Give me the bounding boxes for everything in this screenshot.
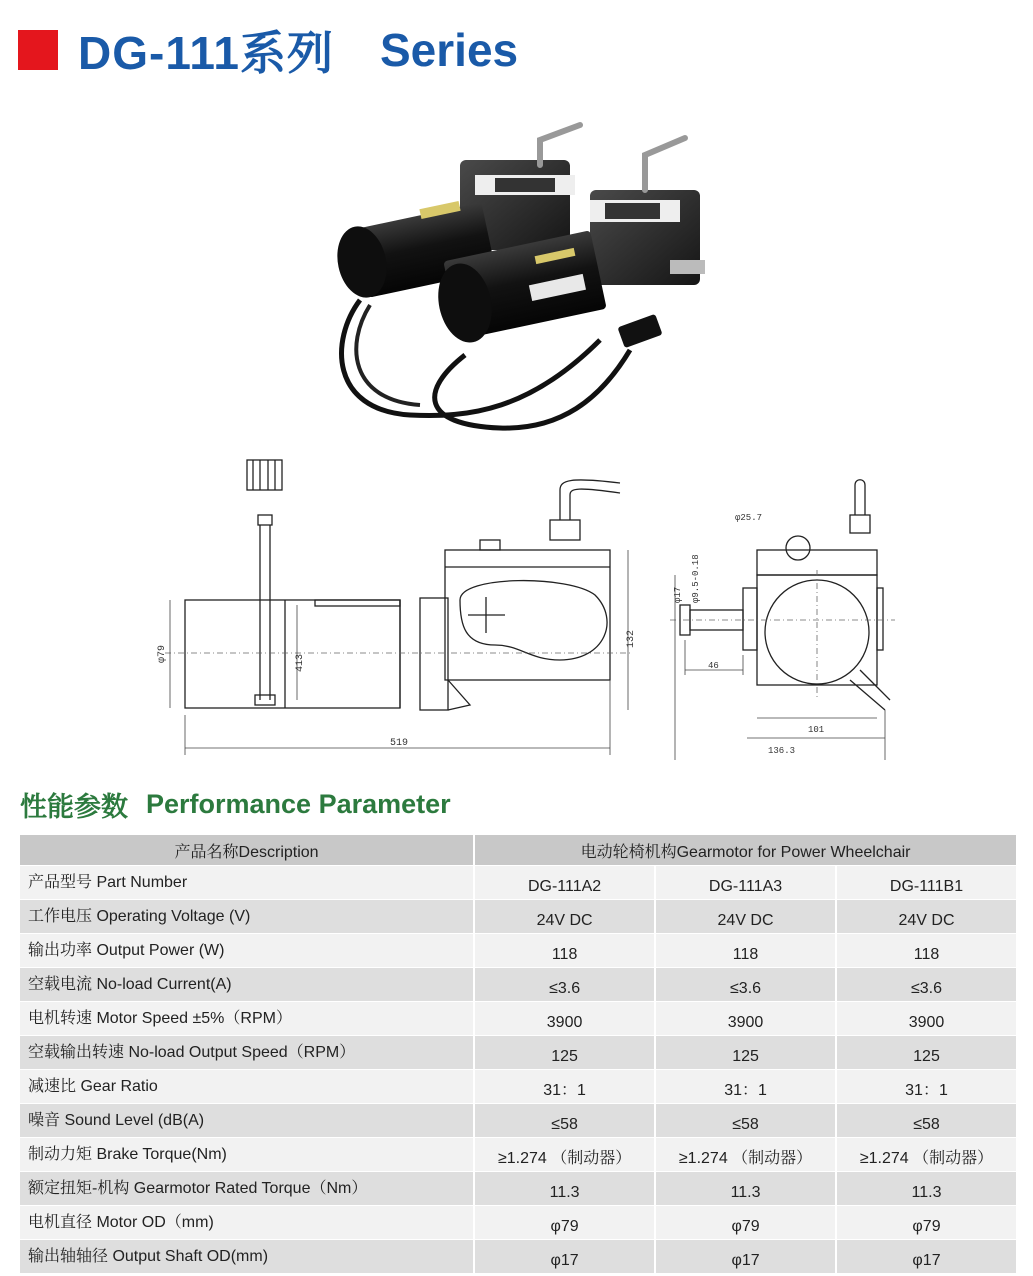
header-description: 产品名称Description bbox=[20, 835, 474, 866]
dim-height: 132 bbox=[626, 629, 637, 648]
page-header bbox=[18, 22, 518, 78]
table-row bbox=[20, 1206, 1016, 1240]
row-label: 制动力矩 Brake Torque(Nm) bbox=[20, 1138, 474, 1172]
dim-motor-length: 413 bbox=[295, 653, 306, 672]
row-value: 24V DC bbox=[836, 900, 1016, 934]
row-value: 118 bbox=[836, 934, 1016, 968]
performance-table bbox=[20, 835, 1016, 1274]
row-value: ≤58 bbox=[655, 1104, 836, 1138]
row-value: 118 bbox=[474, 934, 655, 968]
row-value: φ17 bbox=[474, 1240, 655, 1274]
row-value: 3900 bbox=[836, 1002, 1016, 1036]
row-value: ≤58 bbox=[474, 1104, 655, 1138]
table-row bbox=[20, 900, 1016, 934]
row-value: φ17 bbox=[655, 1240, 836, 1274]
row-value: φ17 bbox=[836, 1240, 1016, 1274]
table-row bbox=[20, 1104, 1016, 1138]
dim-diameter: φ79 bbox=[157, 644, 168, 663]
front-view-drawing bbox=[660, 470, 900, 765]
row-value: φ79 bbox=[474, 1206, 655, 1240]
table-row bbox=[20, 1138, 1016, 1172]
section-title bbox=[20, 784, 451, 824]
row-value: ≤3.6 bbox=[474, 968, 655, 1002]
product-photo bbox=[300, 110, 720, 440]
table-header-row bbox=[20, 835, 1016, 866]
dim-shaft-length: 46 bbox=[708, 661, 719, 671]
row-value: ≤58 bbox=[836, 1104, 1016, 1138]
row-value: ≤3.6 bbox=[836, 968, 1016, 1002]
row-value: 11.3 bbox=[655, 1172, 836, 1206]
section-title-cn: 性能参数 bbox=[20, 791, 128, 822]
row-label: 减速比 Gear Ratio bbox=[20, 1070, 474, 1104]
table-row bbox=[20, 1172, 1016, 1206]
row-value: 11.3 bbox=[474, 1172, 655, 1206]
page-title: DG-111系列 bbox=[78, 27, 334, 79]
row-value: 24V DC bbox=[655, 900, 836, 934]
side-view-drawing bbox=[150, 455, 640, 765]
row-value: φ79 bbox=[655, 1206, 836, 1240]
row-value: ≥1.274 （制动器） bbox=[655, 1138, 836, 1172]
table-row bbox=[20, 1036, 1016, 1070]
table-row bbox=[20, 1002, 1016, 1036]
table-row bbox=[20, 968, 1016, 1002]
row-value: DG-111B1 bbox=[836, 866, 1016, 900]
table-row bbox=[20, 1240, 1016, 1274]
dim-width-b: 136.3 bbox=[768, 746, 796, 756]
section-title-en: Performance Parameter bbox=[146, 788, 451, 819]
row-value: 118 bbox=[655, 934, 836, 968]
page-title-series: Series bbox=[380, 24, 519, 76]
row-label: 电机转速 Motor Speed ±5%（RPM） bbox=[20, 1002, 474, 1036]
row-value: 11.3 bbox=[836, 1172, 1016, 1206]
row-value: 31：1 bbox=[836, 1070, 1016, 1104]
row-label: 空载输出转速 No-load Output Speed（RPM） bbox=[20, 1036, 474, 1070]
row-label: 电机直径 Motor OD（mm) bbox=[20, 1206, 474, 1240]
row-value: 125 bbox=[474, 1036, 655, 1070]
row-value: ≥1.274 （制动器） bbox=[836, 1138, 1016, 1172]
dim-shaft-b: φ9.5-0.18 bbox=[691, 554, 701, 603]
table-row bbox=[20, 1070, 1016, 1104]
row-value: DG-111A2 bbox=[474, 866, 655, 900]
row-label: 输出功率 Output Power (W) bbox=[20, 934, 474, 968]
header-gearmotor: 电动轮椅机构Gearmotor for Power Wheelchair bbox=[474, 835, 1016, 866]
row-value: 31：1 bbox=[474, 1070, 655, 1104]
row-value: 3900 bbox=[474, 1002, 655, 1036]
row-label: 工作电压 Operating Voltage (V) bbox=[20, 900, 474, 934]
red-square-icon bbox=[18, 30, 58, 70]
row-value: 3900 bbox=[655, 1002, 836, 1036]
dim-shaft-circle: φ25.7 bbox=[735, 513, 763, 523]
row-value: 125 bbox=[655, 1036, 836, 1070]
row-value: ≤3.6 bbox=[655, 968, 836, 1002]
row-label: 额定扭矩-机构 Gearmotor Rated Torque（Nm） bbox=[20, 1172, 474, 1206]
dim-shaft-a: φ17 bbox=[673, 586, 683, 603]
row-value: φ79 bbox=[836, 1206, 1016, 1240]
table-row bbox=[20, 934, 1016, 968]
row-label: 空载电流 No-load Current(A) bbox=[20, 968, 474, 1002]
row-value: 31：1 bbox=[655, 1070, 836, 1104]
row-value: ≥1.274 （制动器） bbox=[474, 1138, 655, 1172]
row-value: DG-111A3 bbox=[655, 866, 836, 900]
table-row bbox=[20, 866, 1016, 900]
row-label: 输出轴轴径 Output Shaft OD(mm) bbox=[20, 1240, 474, 1274]
dim-total-length: 519 bbox=[390, 738, 409, 749]
row-label: 产品型号 Part Number bbox=[20, 866, 474, 900]
row-value: 125 bbox=[836, 1036, 1016, 1070]
row-value: 24V DC bbox=[474, 900, 655, 934]
row-label: 噪音 Sound Level (dB(A) bbox=[20, 1104, 474, 1138]
dim-width-a: 101 bbox=[808, 725, 825, 735]
